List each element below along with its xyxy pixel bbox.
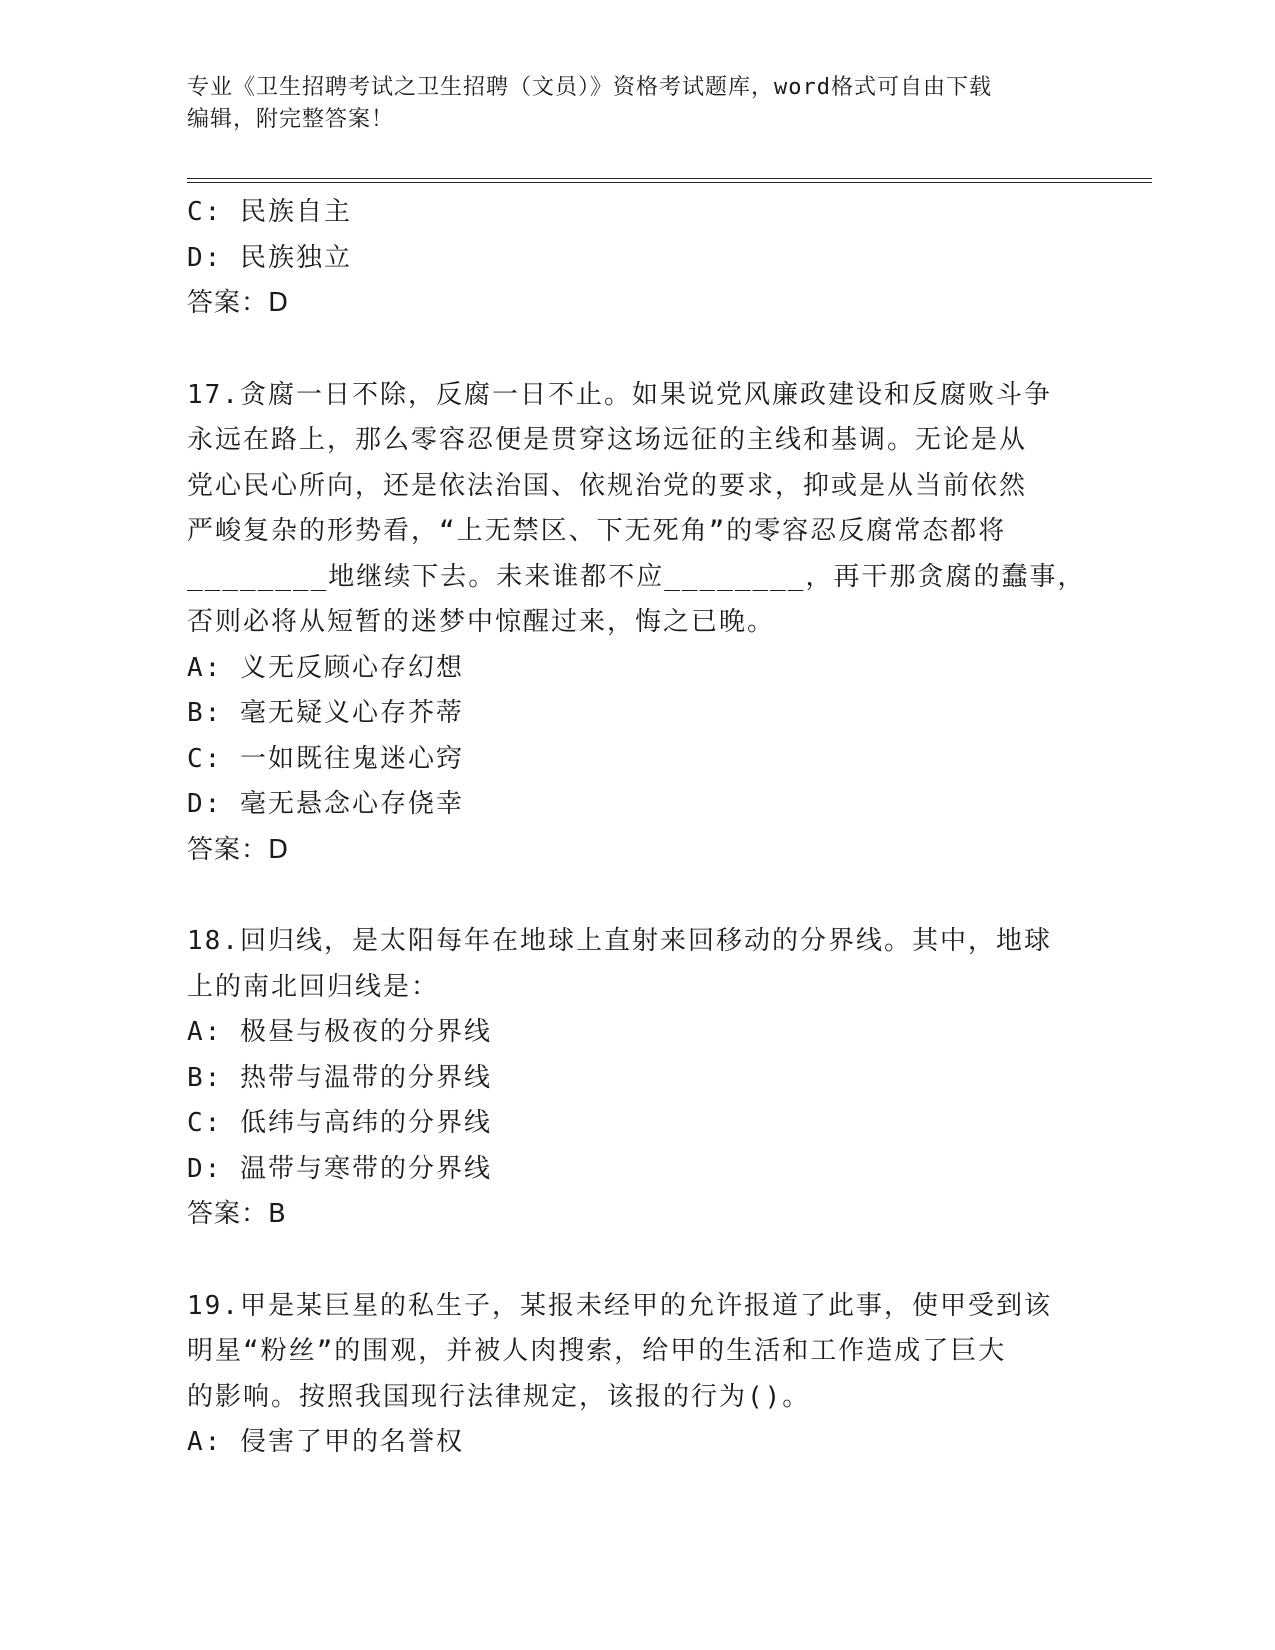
- question-17: [187, 373, 1087, 874]
- answer-label: 答案：D: [187, 834, 290, 865]
- option-a: A: 侵害了甲的名誉权: [187, 1427, 464, 1457]
- question-text-line: 18.回归线，是太阳每年在地球上直射来回移动的分界线。其中，地球: [187, 926, 1052, 956]
- question-text-line: 的影响。按照我国现行法律规定，该报的行为()。: [187, 1381, 811, 1412]
- question-19: [187, 1284, 1087, 1466]
- document-header: [187, 72, 1087, 136]
- option-c: C: 民族自主: [187, 197, 352, 227]
- answer-label: 答案：D: [187, 288, 290, 318]
- header-title-line-1: 专业《卫生招聘考试之卫生招聘（文员）》资格考试题库，word格式可自由下载: [187, 75, 992, 100]
- question-text-line: 19.甲是某巨星的私生子，某报未经甲的允许报道了此事，使甲受到该: [187, 1290, 1052, 1321]
- option-d: D: 民族独立: [187, 242, 352, 273]
- header-divider-top: [187, 178, 1152, 179]
- question-text-line: 否则必将从短暂的迷梦中惊醒过来，悔之已晚。: [187, 607, 776, 637]
- question-text-line: ________地继续下去。未来谁都不应________，再干那贪腐的蠢事，: [187, 561, 1086, 592]
- answer-label: 答案：B: [187, 1199, 287, 1229]
- question-text-line: 严峻复杂的形势看，“上无禁区、下无死角”的零容忍反腐常态都将: [187, 516, 1007, 546]
- option-a: A: 义无反顾心存幻想: [187, 652, 464, 683]
- option-b: B: 热带与温带的分界线: [187, 1062, 492, 1093]
- option-d: D: 温带与寒带的分界线: [187, 1153, 492, 1184]
- question-16-tail: [187, 190, 1087, 327]
- question-18: [187, 919, 1087, 1238]
- option-a: A: 极昼与极夜的分界线: [187, 1017, 492, 1047]
- question-spacer: [187, 1238, 1087, 1284]
- question-list: [187, 190, 1087, 1466]
- option-c: C: 低纬与高纬的分界线: [187, 1108, 492, 1138]
- question-text-line: 永远在路上，那么零容忍便是贯穿这场远征的主线和基调。无论是从: [187, 425, 1028, 455]
- option-c: C: 一如既往鬼迷心窍: [187, 743, 464, 774]
- question-text-line: 党心民心所向，还是依法治国、依规治党的要求，抑或是从当前依然: [187, 470, 1028, 501]
- question-text-line: 明星“粉丝”的围观，并被人肉搜索，给甲的生活和工作造成了巨大: [187, 1336, 1007, 1366]
- option-d: D: 毫无悬念心存侥幸: [187, 789, 464, 819]
- header-title-line-2: 编辑，附完整答案！: [187, 107, 395, 132]
- question-spacer: [187, 873, 1087, 919]
- question-spacer: [187, 327, 1087, 373]
- question-text-line: 17.贪腐一日不除，反腐一日不止。如果说党风廉政建设和反腐败斗争: [187, 379, 1052, 410]
- option-b: B: 毫无疑义心存芥蒂: [187, 698, 464, 728]
- question-text-line: 上的南北回归线是：: [187, 971, 440, 1002]
- header-divider-bottom: [187, 182, 1152, 183]
